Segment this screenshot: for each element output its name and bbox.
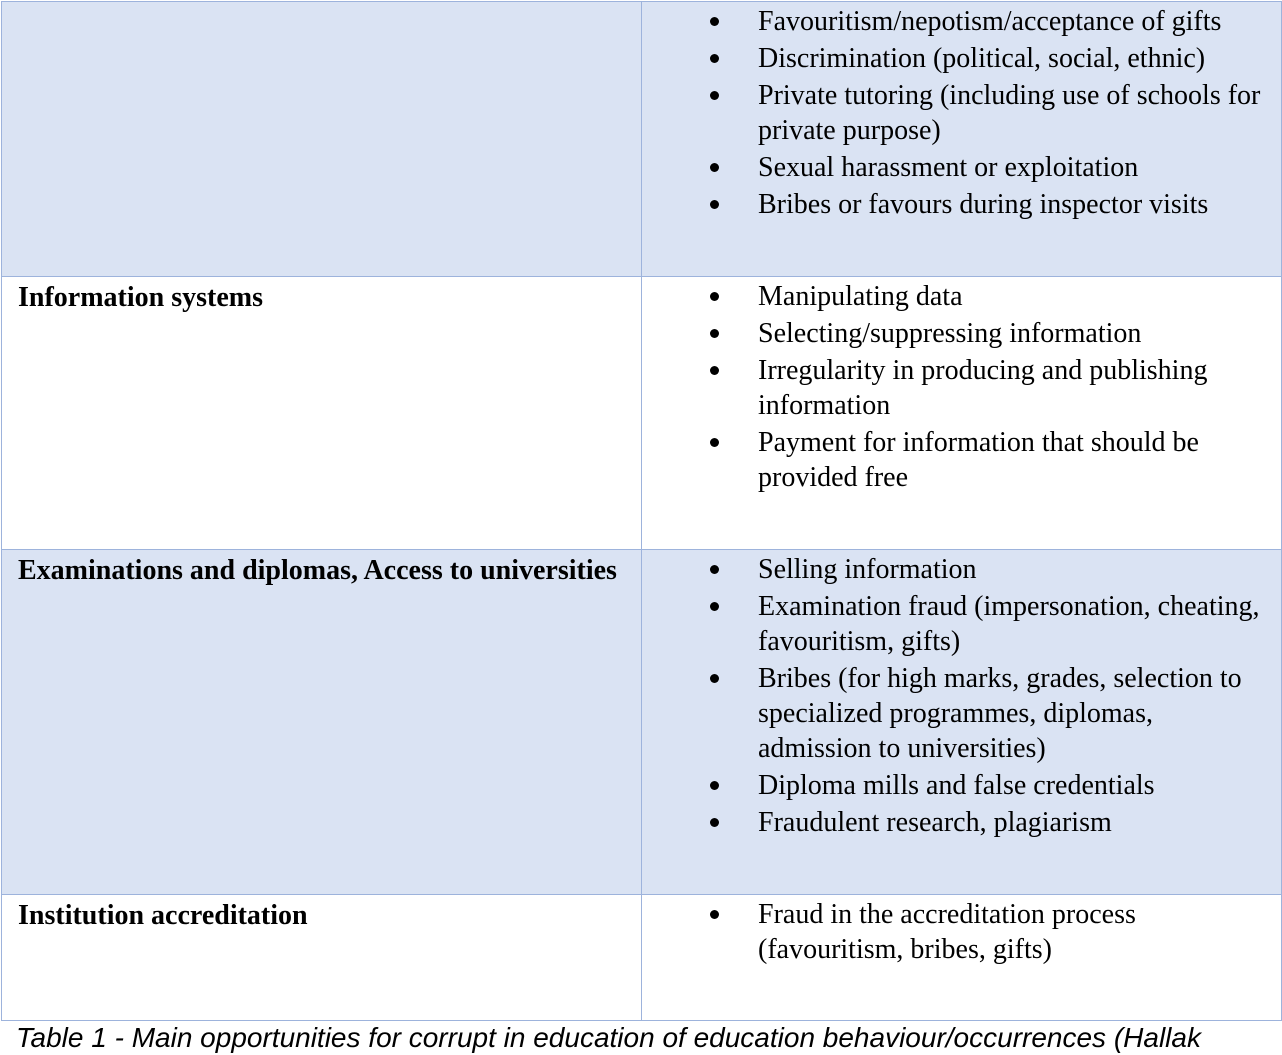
table-row	[2, 277, 1282, 550]
table-caption: Table 1 - Main opportunities for corrupt in education of education behaviour/occurrences (Hallak	[16, 1022, 1201, 1053]
bullet-icon	[710, 91, 719, 100]
category-label: Examinations and diplomas, Access to universities	[18, 555, 617, 586]
bullet-icon	[710, 910, 719, 919]
list-item: Fraudulent research, plagiarism	[642, 805, 1281, 840]
bullet-icon	[710, 17, 719, 26]
list-item: Payment for information that should be provided free	[642, 425, 1281, 495]
category-cell	[2, 277, 642, 550]
category-label: Institution accreditation	[18, 900, 308, 931]
list-item: Fraud in the accreditation process (favouritism, bribes, gifts)	[642, 897, 1281, 967]
bullet-icon	[710, 438, 719, 447]
category-cell	[2, 2, 642, 277]
list-item: Examination fraud (impersonation, cheating, favouritism, gifts)	[642, 589, 1281, 659]
bullet-list	[642, 2, 1281, 222]
items-cell	[642, 277, 1282, 550]
bullet-list	[642, 277, 1281, 495]
list-item: Irregularity in producing and publishing information	[642, 353, 1281, 423]
bullet-icon	[710, 54, 719, 63]
category-label: Information systems	[18, 282, 263, 313]
bullet-list	[642, 895, 1281, 967]
list-item: Sexual harassment or exploitation	[642, 150, 1281, 185]
bullet-icon	[710, 329, 719, 338]
bullet-icon	[710, 200, 719, 209]
bullet-icon	[710, 163, 719, 172]
list-item: Manipulating data	[642, 279, 1281, 314]
bullet-icon	[710, 602, 719, 611]
table-row	[2, 895, 1282, 1021]
table-row	[2, 2, 1282, 277]
bullet-icon	[710, 674, 719, 683]
list-item: Selling information	[642, 552, 1281, 587]
items-cell	[642, 2, 1282, 277]
category-cell	[2, 895, 642, 1021]
bullet-list	[642, 550, 1281, 840]
bullet-icon	[710, 366, 719, 375]
bullet-icon	[710, 292, 719, 301]
category-cell	[2, 550, 642, 895]
list-item: Favouritism/nepotism/acceptance of gifts	[642, 4, 1281, 39]
items-cell	[642, 550, 1282, 895]
list-item: Selecting/suppressing information	[642, 316, 1281, 351]
table-row	[2, 550, 1282, 895]
bullet-icon	[710, 565, 719, 574]
bullet-icon	[710, 818, 719, 827]
list-item: Diploma mills and false credentials	[642, 768, 1281, 803]
bullet-icon	[710, 781, 719, 790]
list-item: Bribes or favours during inspector visits	[642, 187, 1281, 222]
list-item: Discrimination (political, social, ethnic)	[642, 41, 1281, 76]
list-item: Bribes (for high marks, grades, selection to specialized programmes, diplomas, admission to universities)	[642, 661, 1281, 766]
items-cell	[642, 895, 1282, 1021]
category-label	[2, 2, 641, 5]
list-item: Private tutoring (including use of schools for private purpose)	[642, 78, 1281, 148]
corruption-opportunities-table	[1, 1, 1282, 1021]
